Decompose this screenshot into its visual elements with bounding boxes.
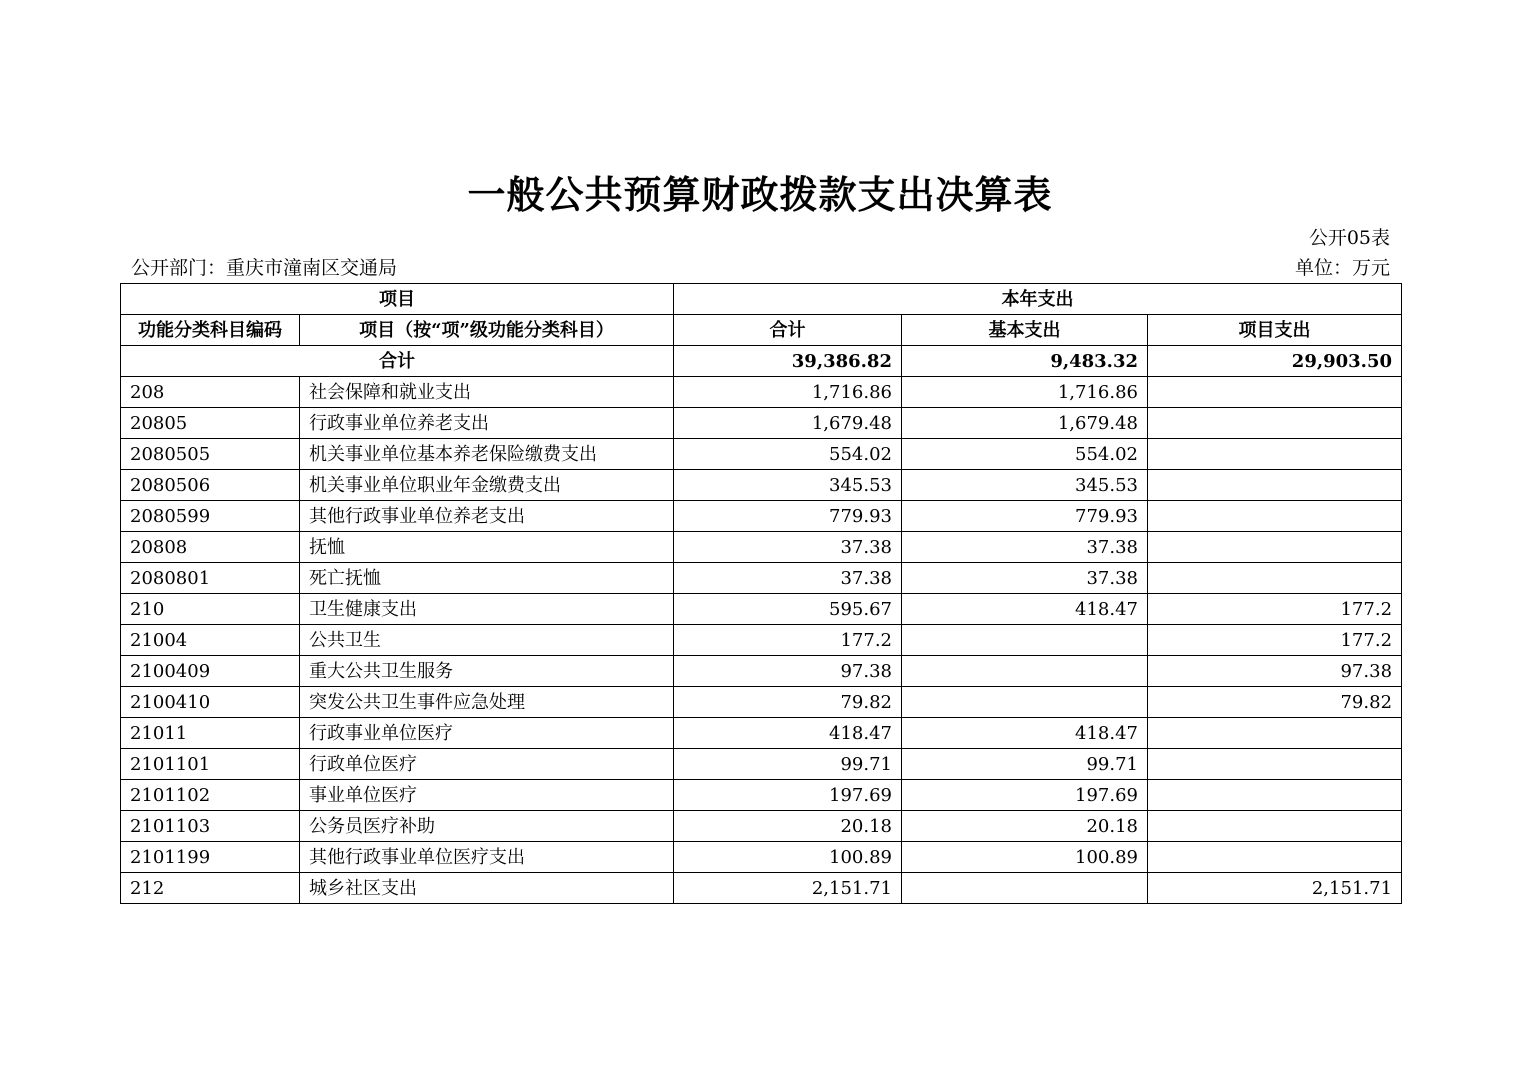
row-name: 公务员医疗补助 — [300, 811, 674, 842]
table-row — [121, 470, 1402, 501]
row-code: 20808 — [121, 532, 300, 563]
row-project: 2,151.71 — [1148, 873, 1402, 904]
row-project: 177.2 — [1148, 594, 1402, 625]
total-project: 29,903.50 — [1148, 346, 1402, 377]
page-title: 一般公共预算财政拨款支出决算表 — [467, 172, 1053, 217]
table-row — [121, 718, 1402, 749]
row-code: 210 — [121, 594, 300, 625]
row-basic: 1,679.48 — [902, 408, 1148, 439]
row-basic: 779.93 — [902, 501, 1148, 532]
row-total: 2,151.71 — [674, 873, 902, 904]
row-total: 97.38 — [674, 656, 902, 687]
table-row — [121, 780, 1402, 811]
total-label: 合计 — [121, 346, 674, 377]
row-name: 卫生健康支出 — [300, 594, 674, 625]
row-basic: 1,716.86 — [902, 377, 1148, 408]
row-total: 1,716.86 — [674, 377, 902, 408]
row-name: 突发公共卫生事件应急处理 — [300, 687, 674, 718]
row-total: 100.89 — [674, 842, 902, 873]
table-row — [121, 873, 1402, 904]
row-code: 2080505 — [121, 439, 300, 470]
header-name: 项目（按“项”级功能分类科目） — [300, 315, 674, 346]
row-basic — [902, 625, 1148, 656]
row-code: 2080599 — [121, 501, 300, 532]
total-basic: 9,483.32 — [902, 346, 1148, 377]
row-project — [1148, 811, 1402, 842]
row-name: 行政事业单位医疗 — [300, 718, 674, 749]
row-name: 其他行政事业单位养老支出 — [300, 501, 674, 532]
header-project: 项目 — [121, 284, 674, 315]
row-name: 其他行政事业单位医疗支出 — [300, 842, 674, 873]
row-basic: 345.53 — [902, 470, 1148, 501]
row-code: 20805 — [121, 408, 300, 439]
row-code: 2080801 — [121, 563, 300, 594]
row-code: 2101102 — [121, 780, 300, 811]
total-amount: 39,386.82 — [674, 346, 902, 377]
row-basic — [902, 656, 1148, 687]
table-row — [121, 687, 1402, 718]
table-row — [121, 532, 1402, 563]
row-project — [1148, 780, 1402, 811]
row-basic: 99.71 — [902, 749, 1148, 780]
row-total: 37.38 — [674, 563, 902, 594]
row-project — [1148, 718, 1402, 749]
header-row-2 — [121, 315, 1402, 346]
row-total: 197.69 — [674, 780, 902, 811]
header-basic: 基本支出 — [902, 315, 1148, 346]
row-code: 212 — [121, 873, 300, 904]
table-row — [121, 842, 1402, 873]
row-total: 418.47 — [674, 718, 902, 749]
row-project — [1148, 501, 1402, 532]
row-project — [1148, 408, 1402, 439]
row-project: 177.2 — [1148, 625, 1402, 656]
row-name: 机关事业单位职业年金缴费支出 — [300, 470, 674, 501]
row-total: 595.67 — [674, 594, 902, 625]
row-project: 97.38 — [1148, 656, 1402, 687]
row-total: 554.02 — [674, 439, 902, 470]
row-basic: 100.89 — [902, 842, 1148, 873]
row-name: 重大公共卫生服务 — [300, 656, 674, 687]
expenditure-table — [120, 283, 1402, 904]
row-basic: 554.02 — [902, 439, 1148, 470]
row-project — [1148, 563, 1402, 594]
row-project — [1148, 439, 1402, 470]
row-name: 公共卫生 — [300, 625, 674, 656]
row-basic: 37.38 — [902, 532, 1148, 563]
row-project — [1148, 749, 1402, 780]
row-name: 社会保障和就业支出 — [300, 377, 674, 408]
table-row — [121, 377, 1402, 408]
row-project — [1148, 532, 1402, 563]
row-name: 行政事业单位养老支出 — [300, 408, 674, 439]
row-total: 177.2 — [674, 625, 902, 656]
header-current-year: 本年支出 — [674, 284, 1402, 315]
row-project — [1148, 842, 1402, 873]
table-row — [121, 594, 1402, 625]
row-code: 2101101 — [121, 749, 300, 780]
header-row-1 — [121, 284, 1402, 315]
table-row — [121, 811, 1402, 842]
row-basic — [902, 873, 1148, 904]
row-code: 2101199 — [121, 842, 300, 873]
table-row — [121, 408, 1402, 439]
table-row — [121, 749, 1402, 780]
table-row — [121, 501, 1402, 532]
table-row — [121, 563, 1402, 594]
row-code: 2100409 — [121, 656, 300, 687]
table-row — [121, 656, 1402, 687]
row-name: 死亡抚恤 — [300, 563, 674, 594]
unit-label: 单位：万元 — [1294, 257, 1390, 279]
table-row — [121, 439, 1402, 470]
row-code: 2100410 — [121, 687, 300, 718]
row-project — [1148, 377, 1402, 408]
row-code: 2101103 — [121, 811, 300, 842]
row-name: 事业单位医疗 — [300, 780, 674, 811]
table-number: 公开05表 — [1308, 227, 1390, 249]
header-total: 合计 — [674, 315, 902, 346]
row-code: 208 — [121, 377, 300, 408]
header-project-expenditure: 项目支出 — [1148, 315, 1402, 346]
row-total: 37.38 — [674, 532, 902, 563]
row-name: 抚恤 — [300, 532, 674, 563]
row-basic: 37.38 — [902, 563, 1148, 594]
row-basic: 418.47 — [902, 718, 1148, 749]
row-name: 机关事业单位基本养老保险缴费支出 — [300, 439, 674, 470]
header-code: 功能分类科目编码 — [121, 315, 300, 346]
total-row — [121, 346, 1402, 377]
row-total: 779.93 — [674, 501, 902, 532]
table-row — [121, 625, 1402, 656]
row-code: 21011 — [121, 718, 300, 749]
row-total: 1,679.48 — [674, 408, 902, 439]
row-basic: 20.18 — [902, 811, 1148, 842]
department-label: 公开部门：重庆市潼南区交通局 — [131, 257, 398, 279]
row-code: 21004 — [121, 625, 300, 656]
row-total: 20.18 — [674, 811, 902, 842]
row-total: 345.53 — [674, 470, 902, 501]
row-project: 79.82 — [1148, 687, 1402, 718]
row-name: 行政单位医疗 — [300, 749, 674, 780]
row-basic: 418.47 — [902, 594, 1148, 625]
row-project — [1148, 470, 1402, 501]
row-total: 79.82 — [674, 687, 902, 718]
row-basic: 197.69 — [902, 780, 1148, 811]
row-code: 2080506 — [121, 470, 300, 501]
row-name: 城乡社区支出 — [300, 873, 674, 904]
row-total: 99.71 — [674, 749, 902, 780]
row-basic — [902, 687, 1148, 718]
